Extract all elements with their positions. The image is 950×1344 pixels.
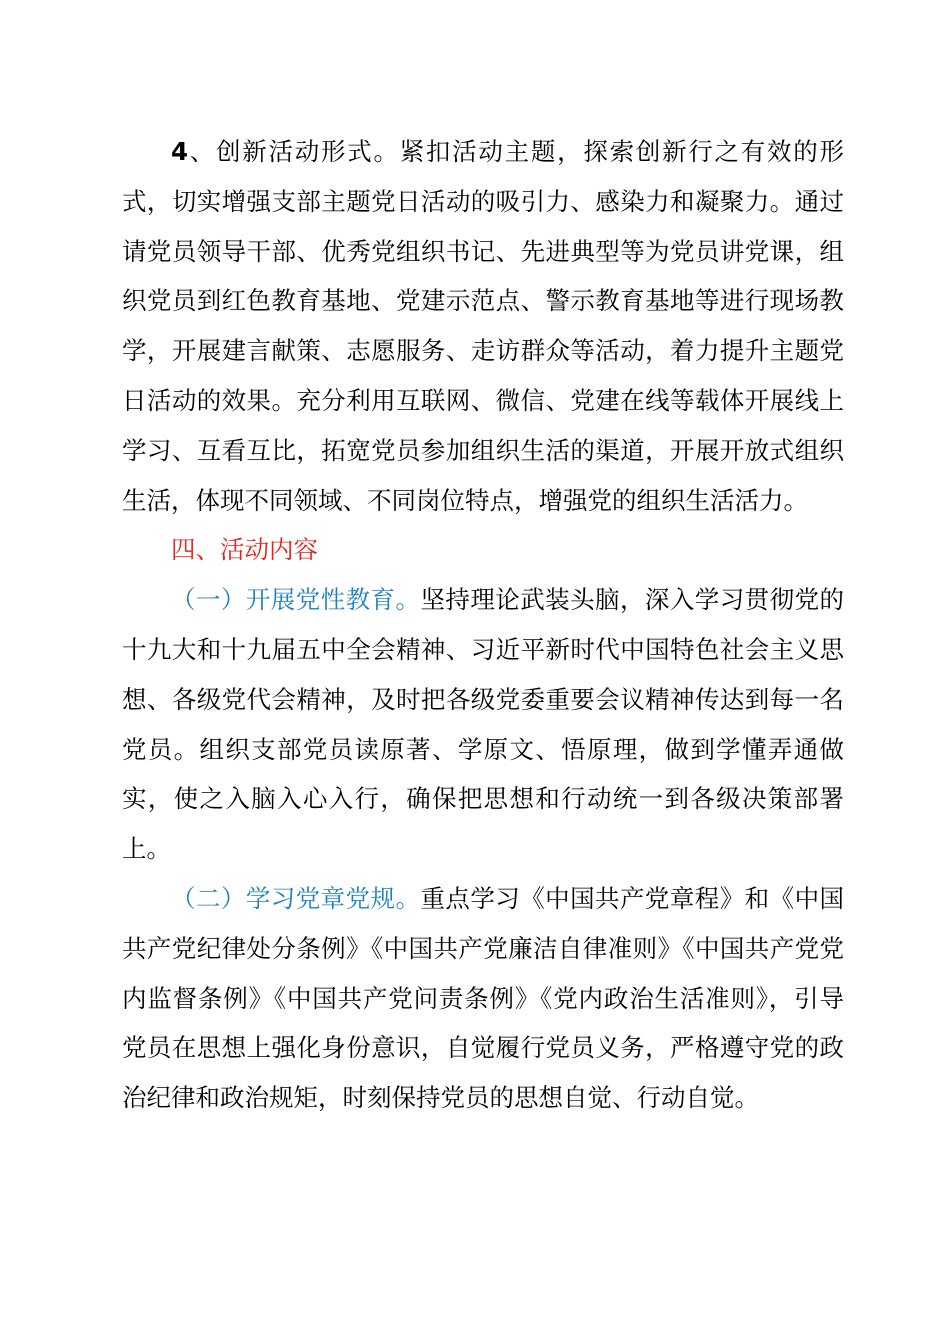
paragraph-party-education xyxy=(122,575,844,874)
paragraph-text: 重点学习《中国共产党章程》和《中国共产党纪律处分条例》《中国共产党廉洁自律准则》《中国共产党党内监督条例》《中国共产党问责条例》《党内政治生活准则》，引导党员在思想上强化身份意识，自觉履行党员义务，严格遵守党的政治纪律和政治规矩，时刻保持党员的思想自觉、行动自觉。 xyxy=(122,883,845,1113)
subheading-party-rules: （二）学习党章党规。 xyxy=(171,883,421,913)
item-number: 4 xyxy=(171,137,189,166)
subheading-party-education: （一）开展党性教育。 xyxy=(171,585,421,615)
paragraph-text: 坚持理论武装头脑，深入学习贯彻党的十九大和十九届五中全会精神、习近平新时代中国特色社会主义思想、各级党代会精神，及时把各级党委重要会议精神传达到每一名党员。组织支部党员读原著、学原文、悟原理，做到学懂弄通做实，使之入脑入心入行，确保把思想和行动统一到各级决策部署上。 xyxy=(122,585,845,864)
paragraph-innovate-activity-form xyxy=(122,127,844,525)
document-body xyxy=(122,127,844,1123)
section-heading-activity-content: 四、活动内容 xyxy=(171,535,318,565)
paragraph-party-rules xyxy=(122,874,844,1123)
paragraph-text: 、创新活动形式。紧扣活动主题，探索创新行之有效的形式，切实增强支部主题党日活动的吸引力、感染力和凝聚力。通过请党员领导干部、优秀党组织书记、先进典型等为党员讲党课，组织党员到红色教育基地、党建示范点、警示教育基地等进行现场教学，开展建言献策、志愿服务、走访群众等活动，着力提升主题党日活动的效果。充分利用互联网、微信、党建在线等载体开展线上学习、互看互比，拓宽党员参加组织生活的渠道，开展开放式组织生活，体现不同领域、不同岗位特点，增强党的组织生活活力。 xyxy=(122,137,844,515)
